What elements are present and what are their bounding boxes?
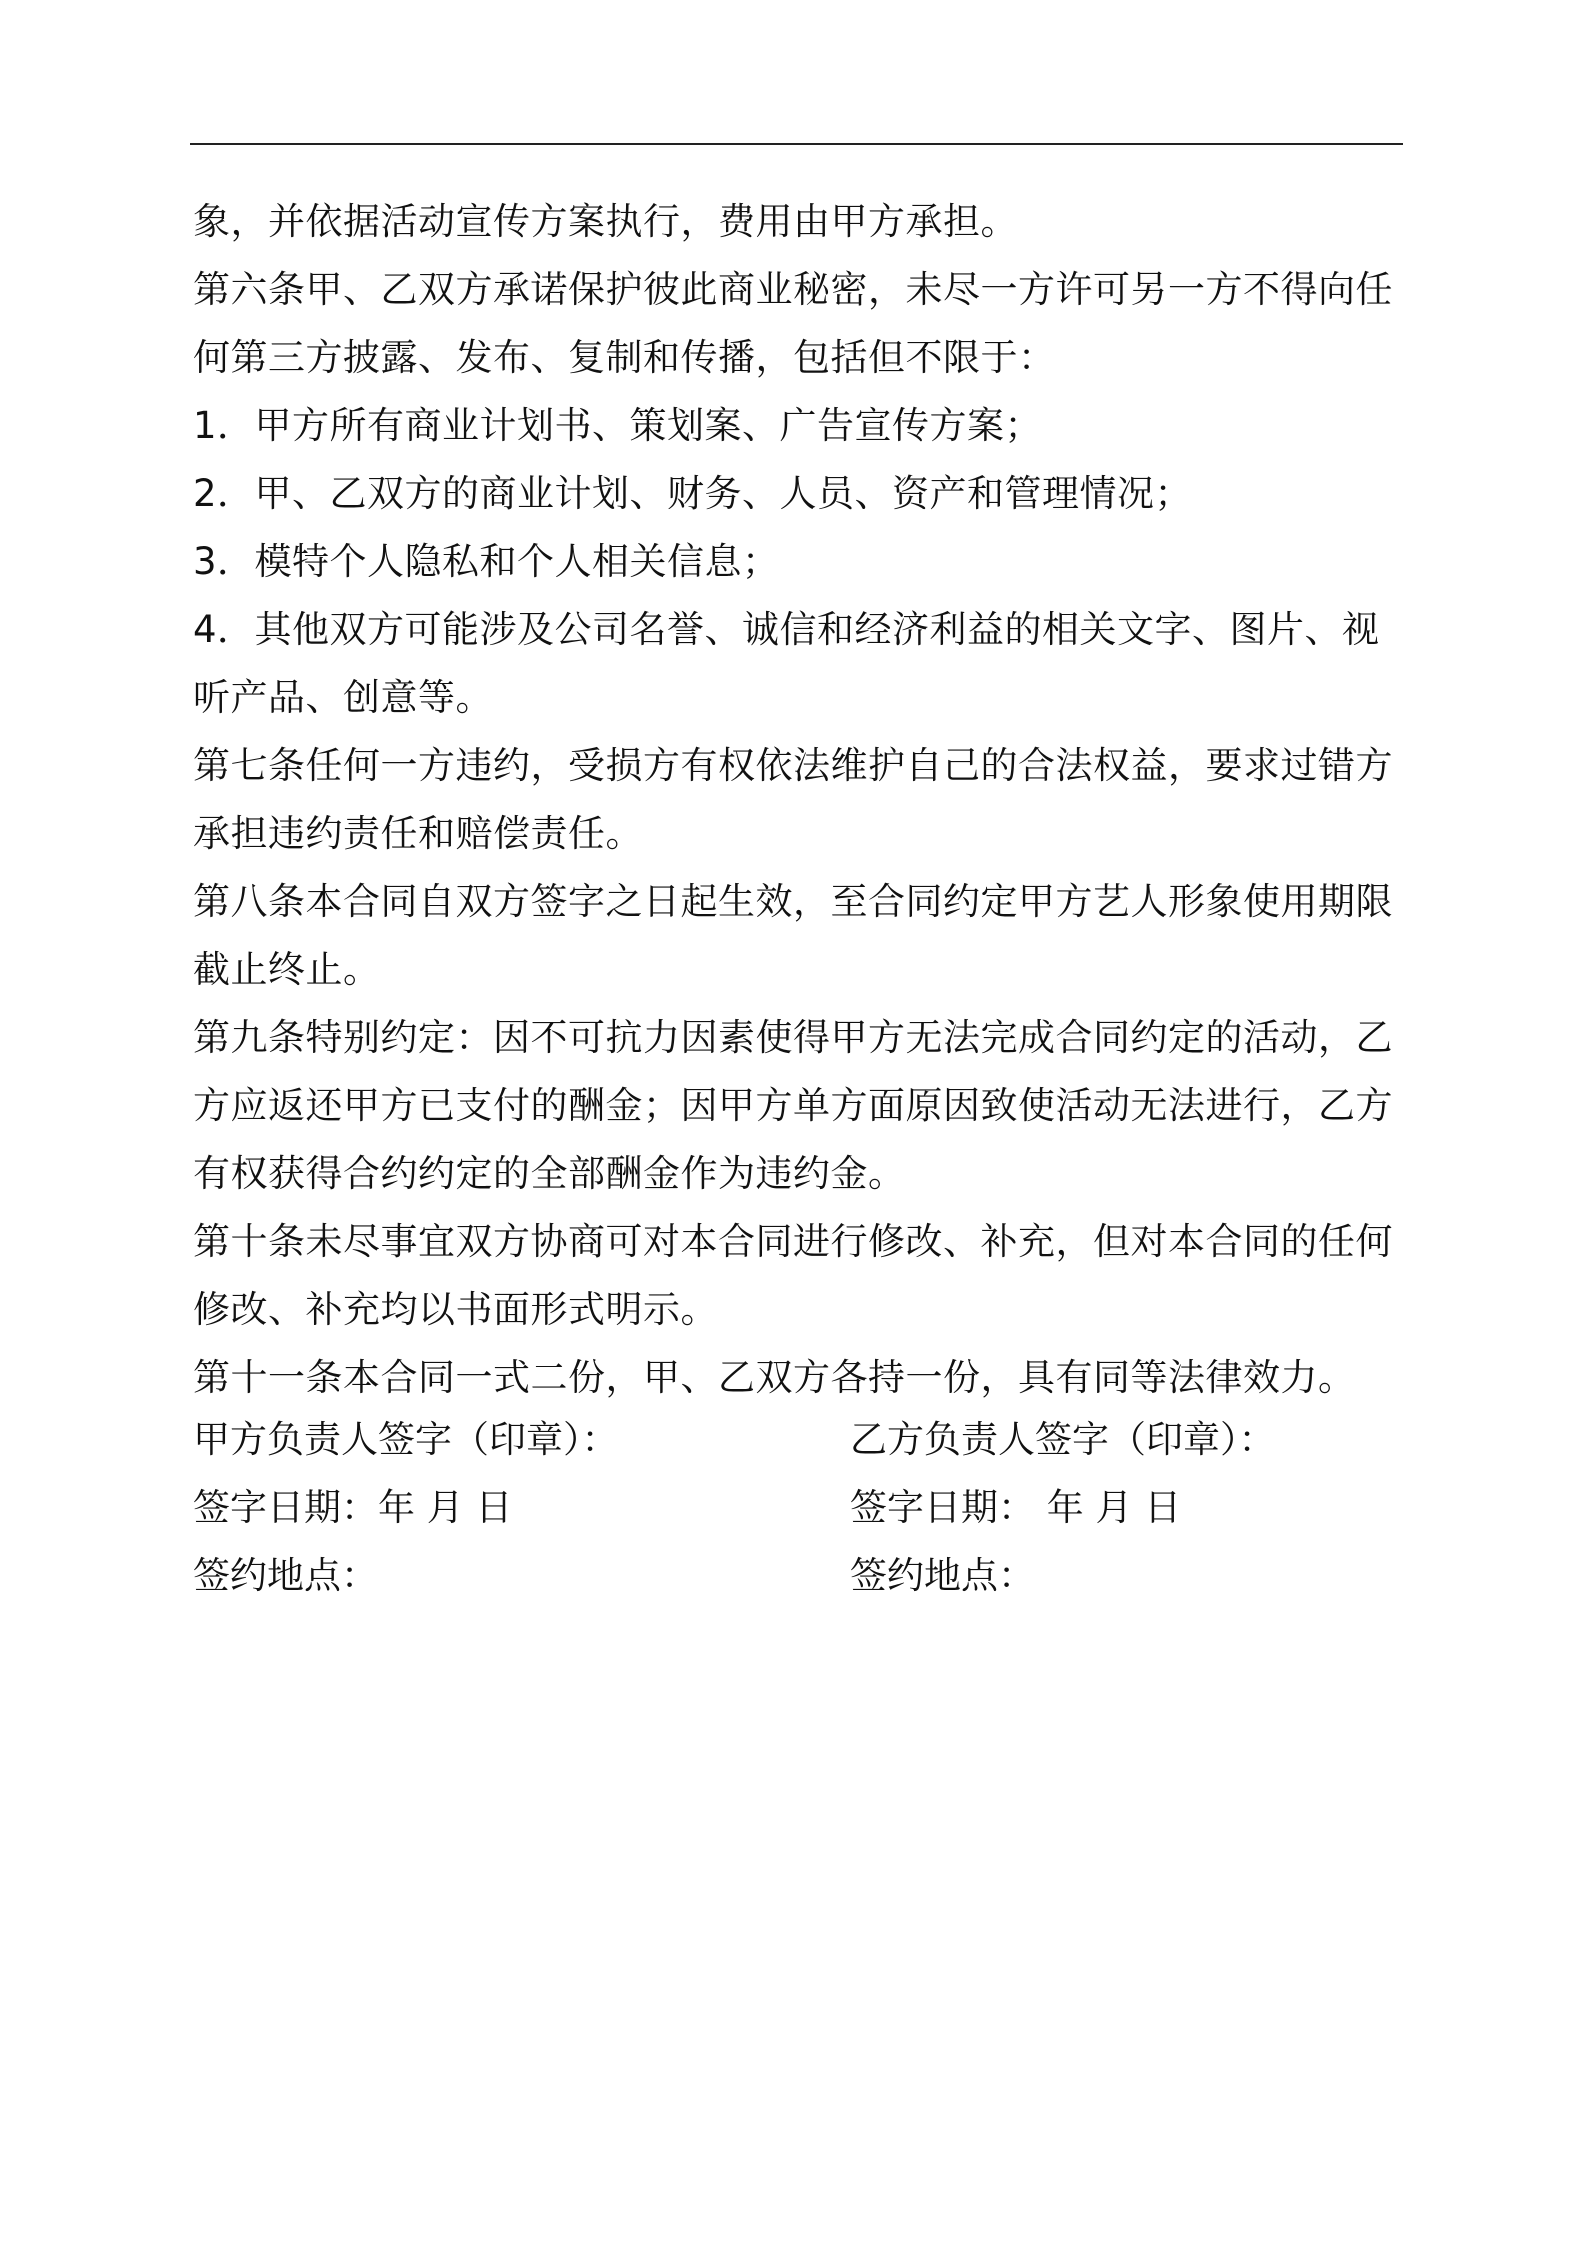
article-seven: 第七条任何一方违约，受损方有权依法维护自己的合法权益，要求过错方承担违约责任和赔偿责任。 <box>193 744 1393 855</box>
party-a-signature-label: 甲方负责人签字（印章）： <box>193 1418 619 1461</box>
article-six-item-1: 1．甲方所有商业计划书、策划案、广告宣传方案； <box>193 404 1043 447</box>
article-eight: 第八条本合同自双方签字之日起生效，至合同约定甲方艺人形象使用期限截止终止。 <box>193 880 1393 991</box>
signature-block <box>193 1406 1405 1610</box>
article-six-item-2: 2．甲、乙双方的商业计划、财务、人员、资产和管理情况； <box>193 472 1193 515</box>
paragraph-continuation: 象，并依据活动宣传方案执行，费用由甲方承担。 <box>193 200 1018 243</box>
contract-body <box>193 188 1405 1412</box>
place-row <box>193 1542 1405 1610</box>
party-b-signature-label: 乙方负责人签字（印章）： <box>850 1418 1276 1461</box>
party-b-date-label: 签字日期： 年 月 日 <box>850 1486 1182 1529</box>
party-a-date-label: 签字日期：年 月 日 <box>193 1486 513 1529</box>
article-six-item-3: 3．模特个人隐私和个人相关信息； <box>193 540 780 583</box>
article-six: 第六条甲、乙双方承诺保护彼此商业秘密，未尽一方许可另一方不得向任何第三方披露、发布、复制和传播，包括但不限于： <box>193 268 1393 379</box>
article-six-item-4: 4．其他双方可能涉及公司名誉、诚信和经济利益的相关文字、图片、视听产品、创意等。 <box>193 608 1380 719</box>
header-rule <box>190 143 1403 145</box>
signature-row <box>193 1406 1405 1474</box>
article-nine: 第九条特别约定：因不可抗力因素使得甲方无法完成合同约定的活动，乙方应返还甲方已支付的酬金；因甲方单方面原因致使活动无法进行，乙方有权获得合约约定的全部酬金作为违约金。 <box>193 1016 1393 1195</box>
article-ten: 第十条未尽事宜双方协商可对本合同进行修改、补充，但对本合同的任何修改、补充均以书面形式明示。 <box>193 1220 1393 1331</box>
party-b-place-label: 签约地点： <box>850 1554 1035 1597</box>
party-a-place-label: 签约地点： <box>193 1554 378 1597</box>
date-row <box>193 1474 1405 1542</box>
article-eleven: 第十一条本合同一式二份，甲、乙双方各持一份，具有同等法律效力。 <box>193 1356 1356 1399</box>
